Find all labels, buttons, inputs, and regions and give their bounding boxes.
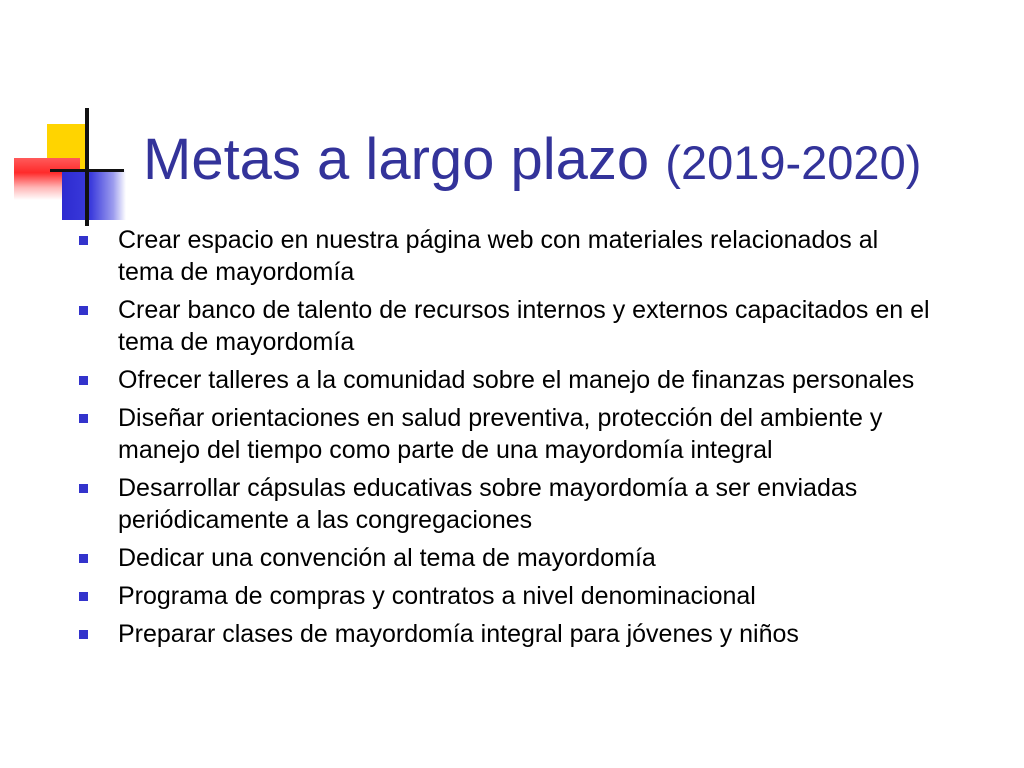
- square-bullet-icon: [79, 376, 88, 385]
- list-item: [0, 472, 938, 536]
- decorative-logo-icon: [0, 0, 140, 240]
- bullet-list: [0, 224, 1024, 656]
- list-item: [0, 402, 938, 466]
- list-item-text: Programa de compras y contratos a nivel denominacional: [118, 582, 756, 610]
- list-item: [0, 542, 938, 574]
- list-item: [0, 618, 938, 650]
- square-bullet-icon: [79, 592, 88, 601]
- logo-blue-square: [62, 170, 126, 220]
- list-item-text: Preparar clases de mayordomía integral para jóvenes y niños: [118, 620, 799, 648]
- square-bullet-icon: [79, 630, 88, 639]
- list-item: [0, 580, 938, 612]
- list-item-text: Desarrollar cápsulas educativas sobre mayordomía a ser enviadas periódicamente a las congregaciones: [118, 474, 858, 534]
- list-item-text: Crear espacio en nuestra página web con materiales relacionados al tema de mayordomía: [118, 226, 879, 286]
- square-bullet-icon: [79, 484, 88, 493]
- slide-title: [143, 120, 921, 203]
- title-years: (2019-2020): [665, 136, 922, 189]
- list-item: [0, 224, 938, 288]
- list-item-text: Crear banco de talento de recursos internos y externos capacitados en el tema de mayordomía: [118, 296, 930, 356]
- logo-vertical-line: [85, 108, 89, 226]
- square-bullet-icon: [79, 236, 88, 245]
- list-item-text: Diseñar orientaciones en salud preventiva, protección del ambiente y manejo del tiempo como parte de una mayordomía integral: [118, 404, 883, 464]
- title-text: Metas a largo plazo: [143, 127, 650, 192]
- square-bullet-icon: [79, 554, 88, 563]
- list-item-text: Ofrecer talleres a la comunidad sobre el manejo de finanzas personales: [118, 366, 915, 394]
- logo-horizontal-line: [50, 169, 124, 172]
- list-item: [0, 364, 938, 396]
- square-bullet-icon: [79, 306, 88, 315]
- square-bullet-icon: [79, 414, 88, 423]
- list-item: [0, 294, 938, 358]
- list-item-text: Dedicar una convención al tema de mayordomía: [118, 544, 656, 572]
